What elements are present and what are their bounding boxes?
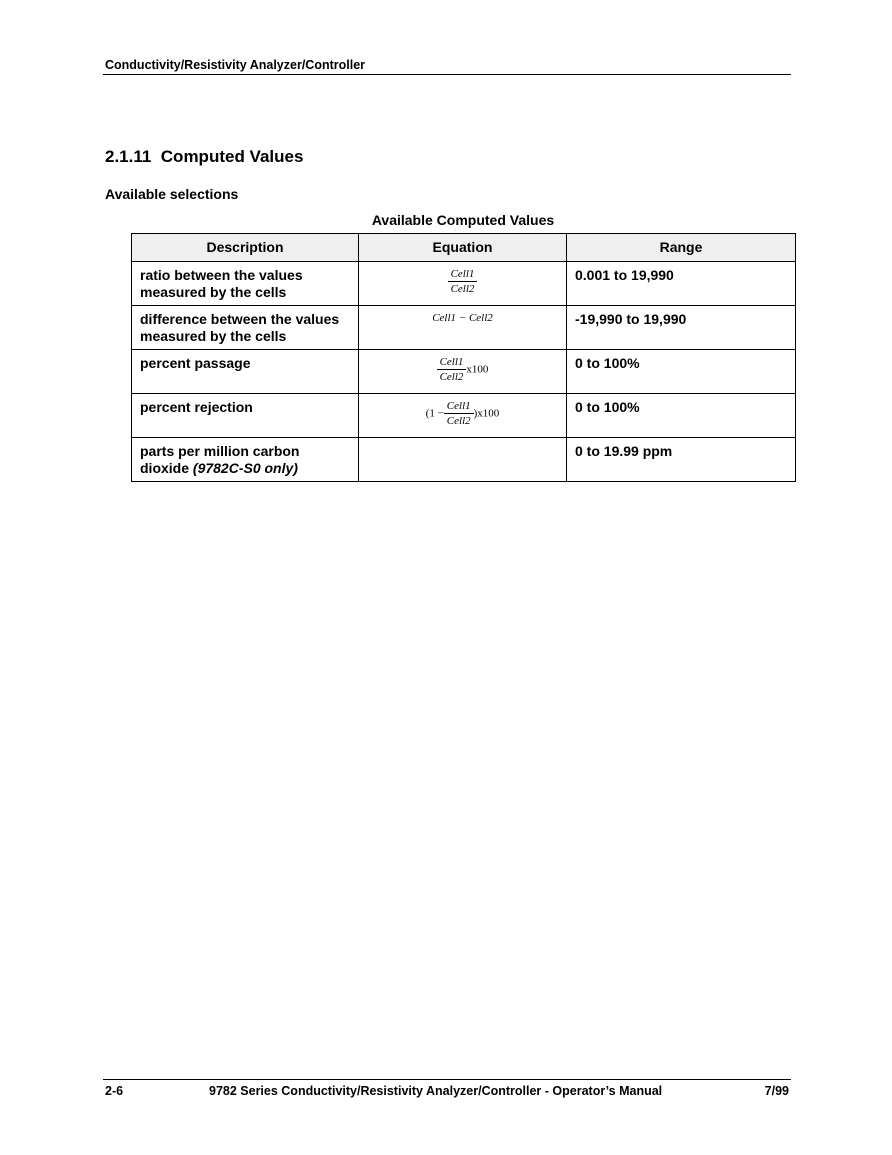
range-cell: 0 to 100% — [567, 350, 796, 394]
fraction-denominator: Cell2 — [446, 415, 471, 427]
fraction-numerator: Cell1 — [437, 356, 467, 370]
section-title: Computed Values — [160, 147, 304, 166]
fraction — [437, 356, 467, 383]
running-header: Conductivity/Resistivity Analyzer/Controller — [105, 58, 366, 72]
range-cell: 0 to 19.99 ppm — [567, 438, 796, 482]
subheading: Available selections — [105, 186, 239, 202]
equation-text: Cell1 − Cell2 — [432, 312, 493, 324]
table-row — [132, 394, 796, 438]
fraction-numerator: Cell1 — [448, 268, 478, 282]
column-header-description: Description — [132, 234, 359, 262]
table-row — [132, 306, 796, 350]
equation-cell — [359, 306, 567, 350]
fraction-denominator: Cell2 — [450, 283, 475, 295]
table-row — [132, 350, 796, 394]
column-header-range: Range — [567, 234, 796, 262]
description-note: (9782C-S0 only) — [192, 460, 298, 476]
table-row — [132, 262, 796, 306]
equation-suffix: x100 — [466, 363, 489, 376]
equation-cell — [359, 262, 567, 306]
fraction — [448, 268, 478, 295]
range-cell: 0.001 to 19,990 — [567, 262, 796, 306]
description-cell — [132, 438, 359, 482]
equation-cell — [359, 350, 567, 394]
column-header-equation: Equation — [359, 234, 567, 262]
footer-rule — [103, 1079, 791, 1080]
description-cell: difference between the values measured by the cells — [132, 306, 359, 350]
manual-title: 9782 Series Conductivity/Resistivity Analyzer/Controller - Operator’s Manual — [209, 1084, 663, 1098]
description-cell: percent rejection — [132, 394, 359, 438]
table-header-row — [132, 234, 796, 262]
header-rule — [103, 74, 791, 75]
fraction — [444, 400, 474, 427]
range-cell: 0 to 100% — [567, 394, 796, 438]
section-number: 2.1.11 — [105, 147, 152, 166]
table-caption: Available Computed Values — [371, 212, 555, 228]
fraction-numerator: Cell1 — [444, 400, 474, 414]
equation-prefix: (1 − — [425, 407, 444, 420]
section-heading — [105, 147, 303, 167]
description-text: parts per million carbon dioxide — [140, 443, 300, 476]
description-cell: ratio between the values measured by the cells — [132, 262, 359, 306]
fraction-denominator: Cell2 — [439, 371, 464, 383]
range-cell: -19,990 to 19,990 — [567, 306, 796, 350]
revision-date: 7/99 — [764, 1084, 789, 1098]
description-cell: percent passage — [132, 350, 359, 394]
equation-cell — [359, 394, 567, 438]
computed-values-table — [131, 233, 796, 482]
equation-suffix: )x100 — [473, 407, 500, 420]
table-row — [132, 438, 796, 482]
page-number: 2-6 — [105, 1084, 124, 1098]
equation-cell — [359, 438, 567, 482]
